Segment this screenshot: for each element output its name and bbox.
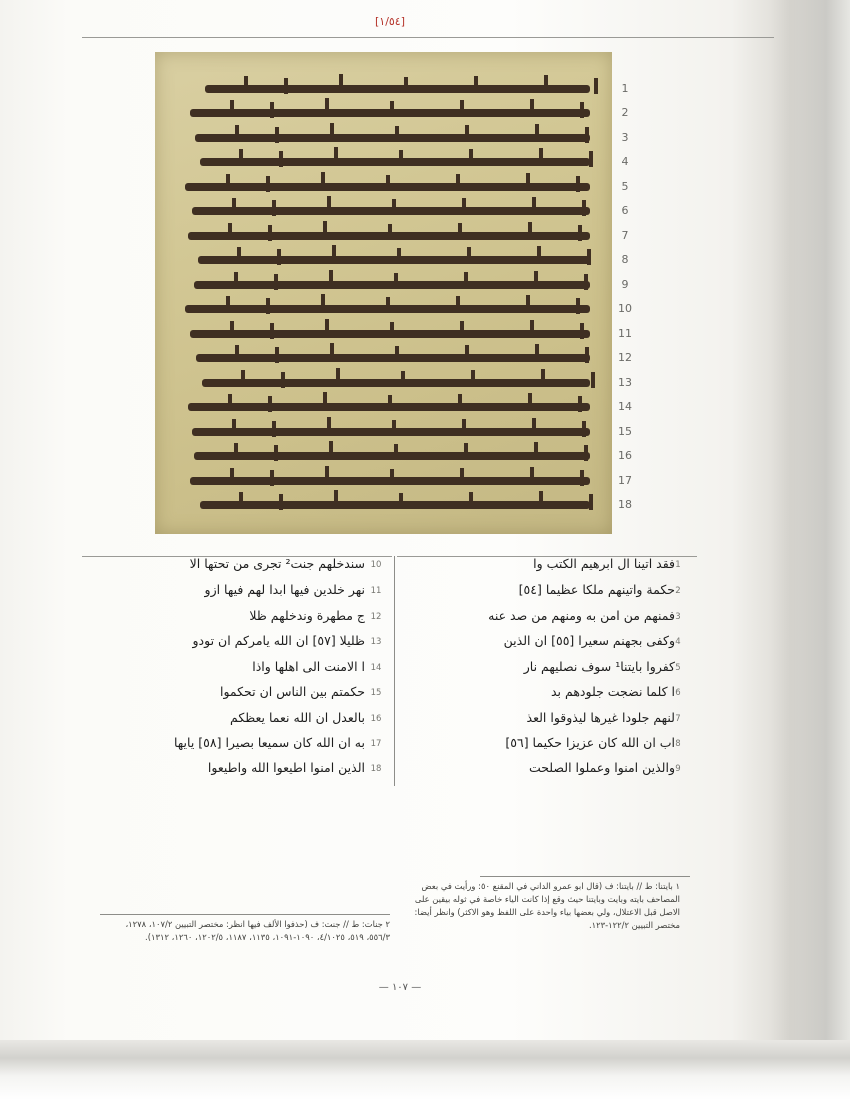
column-divider [394,556,395,786]
line-number: 7 [675,714,681,724]
line-number: 11 [370,586,382,596]
book-spine-shadow [770,0,850,1100]
manuscript-line-number: 5 [621,180,629,193]
manuscript-script-line [200,501,590,509]
transcription-line: فمنهم من امن به ومنهم من صد عنه [488,608,675,623]
manuscript-script-line [205,85,590,93]
line-number: 13 [370,637,382,647]
manuscript-line-number: 10 [618,302,632,315]
manuscript-line-number: 2 [621,106,629,119]
transcription-line: ج مطهرة وندخلهم ظلا [249,608,365,623]
manuscript-script-line [185,183,590,191]
manuscript-line-number: 16 [618,449,632,462]
line-number: 15 [370,688,382,698]
line-number: 14 [370,663,382,673]
manuscript-script-line [202,379,590,387]
manuscript-line-number: 11 [618,327,632,340]
line-number: 12 [370,612,382,622]
line-number: 16 [370,714,382,724]
line-number: 17 [370,739,382,749]
manuscript-script-line [188,403,590,411]
manuscript-script-line [192,428,590,436]
transcription-line: وكفى بجهنم سعيرا [٥٥] ان الذين [503,633,675,648]
transcription-line: الذين امنوا اطيعوا الله واطيعوا [207,760,365,775]
transcription-line: حكمتم بين الناس ان تحكموا [220,684,365,699]
manuscript-line-number: 14 [618,400,632,413]
manuscript-line-number: 7 [621,229,629,242]
transcription-line: لنهم جلودا غيرها ليذوقوا العذ [526,710,675,725]
manuscript-script-line [194,452,590,460]
footnote-rule-right [480,876,690,877]
manuscript-image [155,52,612,534]
transcription-line: اب ان الله كان عزيزا حكيما [٥٦] [505,735,675,750]
header-rule [82,37,774,38]
manuscript-script-line [185,305,590,313]
manuscript-line-number: 13 [618,376,632,389]
transcription-line: ا الامنت الى اهلها واذا [252,659,365,674]
manuscript-line-number: 8 [621,253,629,266]
page-number: — ١٠٧ — [378,982,422,993]
line-number: 18 [370,764,382,774]
manuscript-line-number: 3 [621,131,629,144]
line-number: 8 [675,739,681,749]
manuscript-script-line [192,207,590,215]
manuscript-script-line [200,158,590,166]
manuscript-line-number: 6 [621,204,629,217]
line-number: 6 [675,688,681,698]
manuscript-line-number: 9 [621,278,629,291]
transcription-line: ا كلما نضجت جلودهم بد [551,684,675,699]
manuscript-line-number: 4 [621,155,629,168]
line-number: 9 [675,764,681,774]
transcription-line: والذين امنوا وعملوا الصلحت [528,760,675,775]
running-head: [١/٥٤] [374,15,406,28]
transcription-line: بالعدل ان الله نعما يعظكم [230,710,365,725]
manuscript-script-line [196,354,590,362]
manuscript-script-line [190,330,590,338]
manuscript-script-line [190,109,590,117]
transcription-line: سندخلهم جنت² تجرى من تحتها الا [189,556,365,571]
scan-bottom-edge [0,1040,850,1100]
footnote-right: ١ بايتنا: ط // بايتنا: ف (قال ابو عمرو الداني في المقنع ٥٠: ورأيت في بعض المصاحف بايته وبايت وبايتنا حيث وقع إذا كانت الياء خاصة في ثوله بيقين على الاصل قبل الاعتلال، ولي بعضها بياء واحدة على اللفظ وهو الاكثر) وانظر أيضا: مختصر التبيين ١٢٢/٢-١٢٣. [414,881,680,930]
line-number: 10 [370,560,382,570]
transcription-line: كفروا بايتنا¹ سوف نصليهم نار [523,659,675,674]
manuscript-line-number: 18 [618,498,632,511]
manuscript-line-number: 17 [618,474,632,487]
manuscript-script-line [198,256,590,264]
transcription-line: حكمة واتينهم ملكا عظيما [٥٤] [518,582,675,597]
manuscript-script-line [195,134,590,142]
footnote-rule-left [100,914,390,915]
transcription-line: فقد اتينا ال ابرهيم الكتب وا [533,556,675,571]
line-number: 1 [675,560,681,570]
line-number: 4 [675,637,681,647]
footnote-left: ٢ جنات: ط // جنت: ف (حذفوا الألف فيها انظر: مختصر التبيين ١٠٧/٢، ١٢٧٨، ٥٥٦/٣، ٥١٩، ٤/١٠٢٥، ١٠٩٠-١٠٩١، ١١٣٥، ١١٨٧، ١٢٠٢/٥، ١٢٦٠، ١٣١٢). [125,919,390,942]
line-number: 2 [675,586,681,596]
transcription-line: نهر خلدين فيها ابدا لهم فيها ازو [204,582,365,597]
manuscript-line-number: 15 [618,425,632,438]
manuscript-line-number: 1 [621,82,629,95]
line-number: 3 [675,612,681,622]
transcription-line: ظليلا [٥٧] ان الله يامركم ان تودو [192,633,365,648]
manuscript-script-line [190,477,590,485]
manuscript-script-line [188,232,590,240]
manuscript-script-line [194,281,590,289]
transcription-line: به ان الله كان سميعا بصيرا [٥٨] يايها [173,735,365,750]
manuscript-line-number: 12 [618,351,632,364]
line-number: 5 [675,663,681,673]
